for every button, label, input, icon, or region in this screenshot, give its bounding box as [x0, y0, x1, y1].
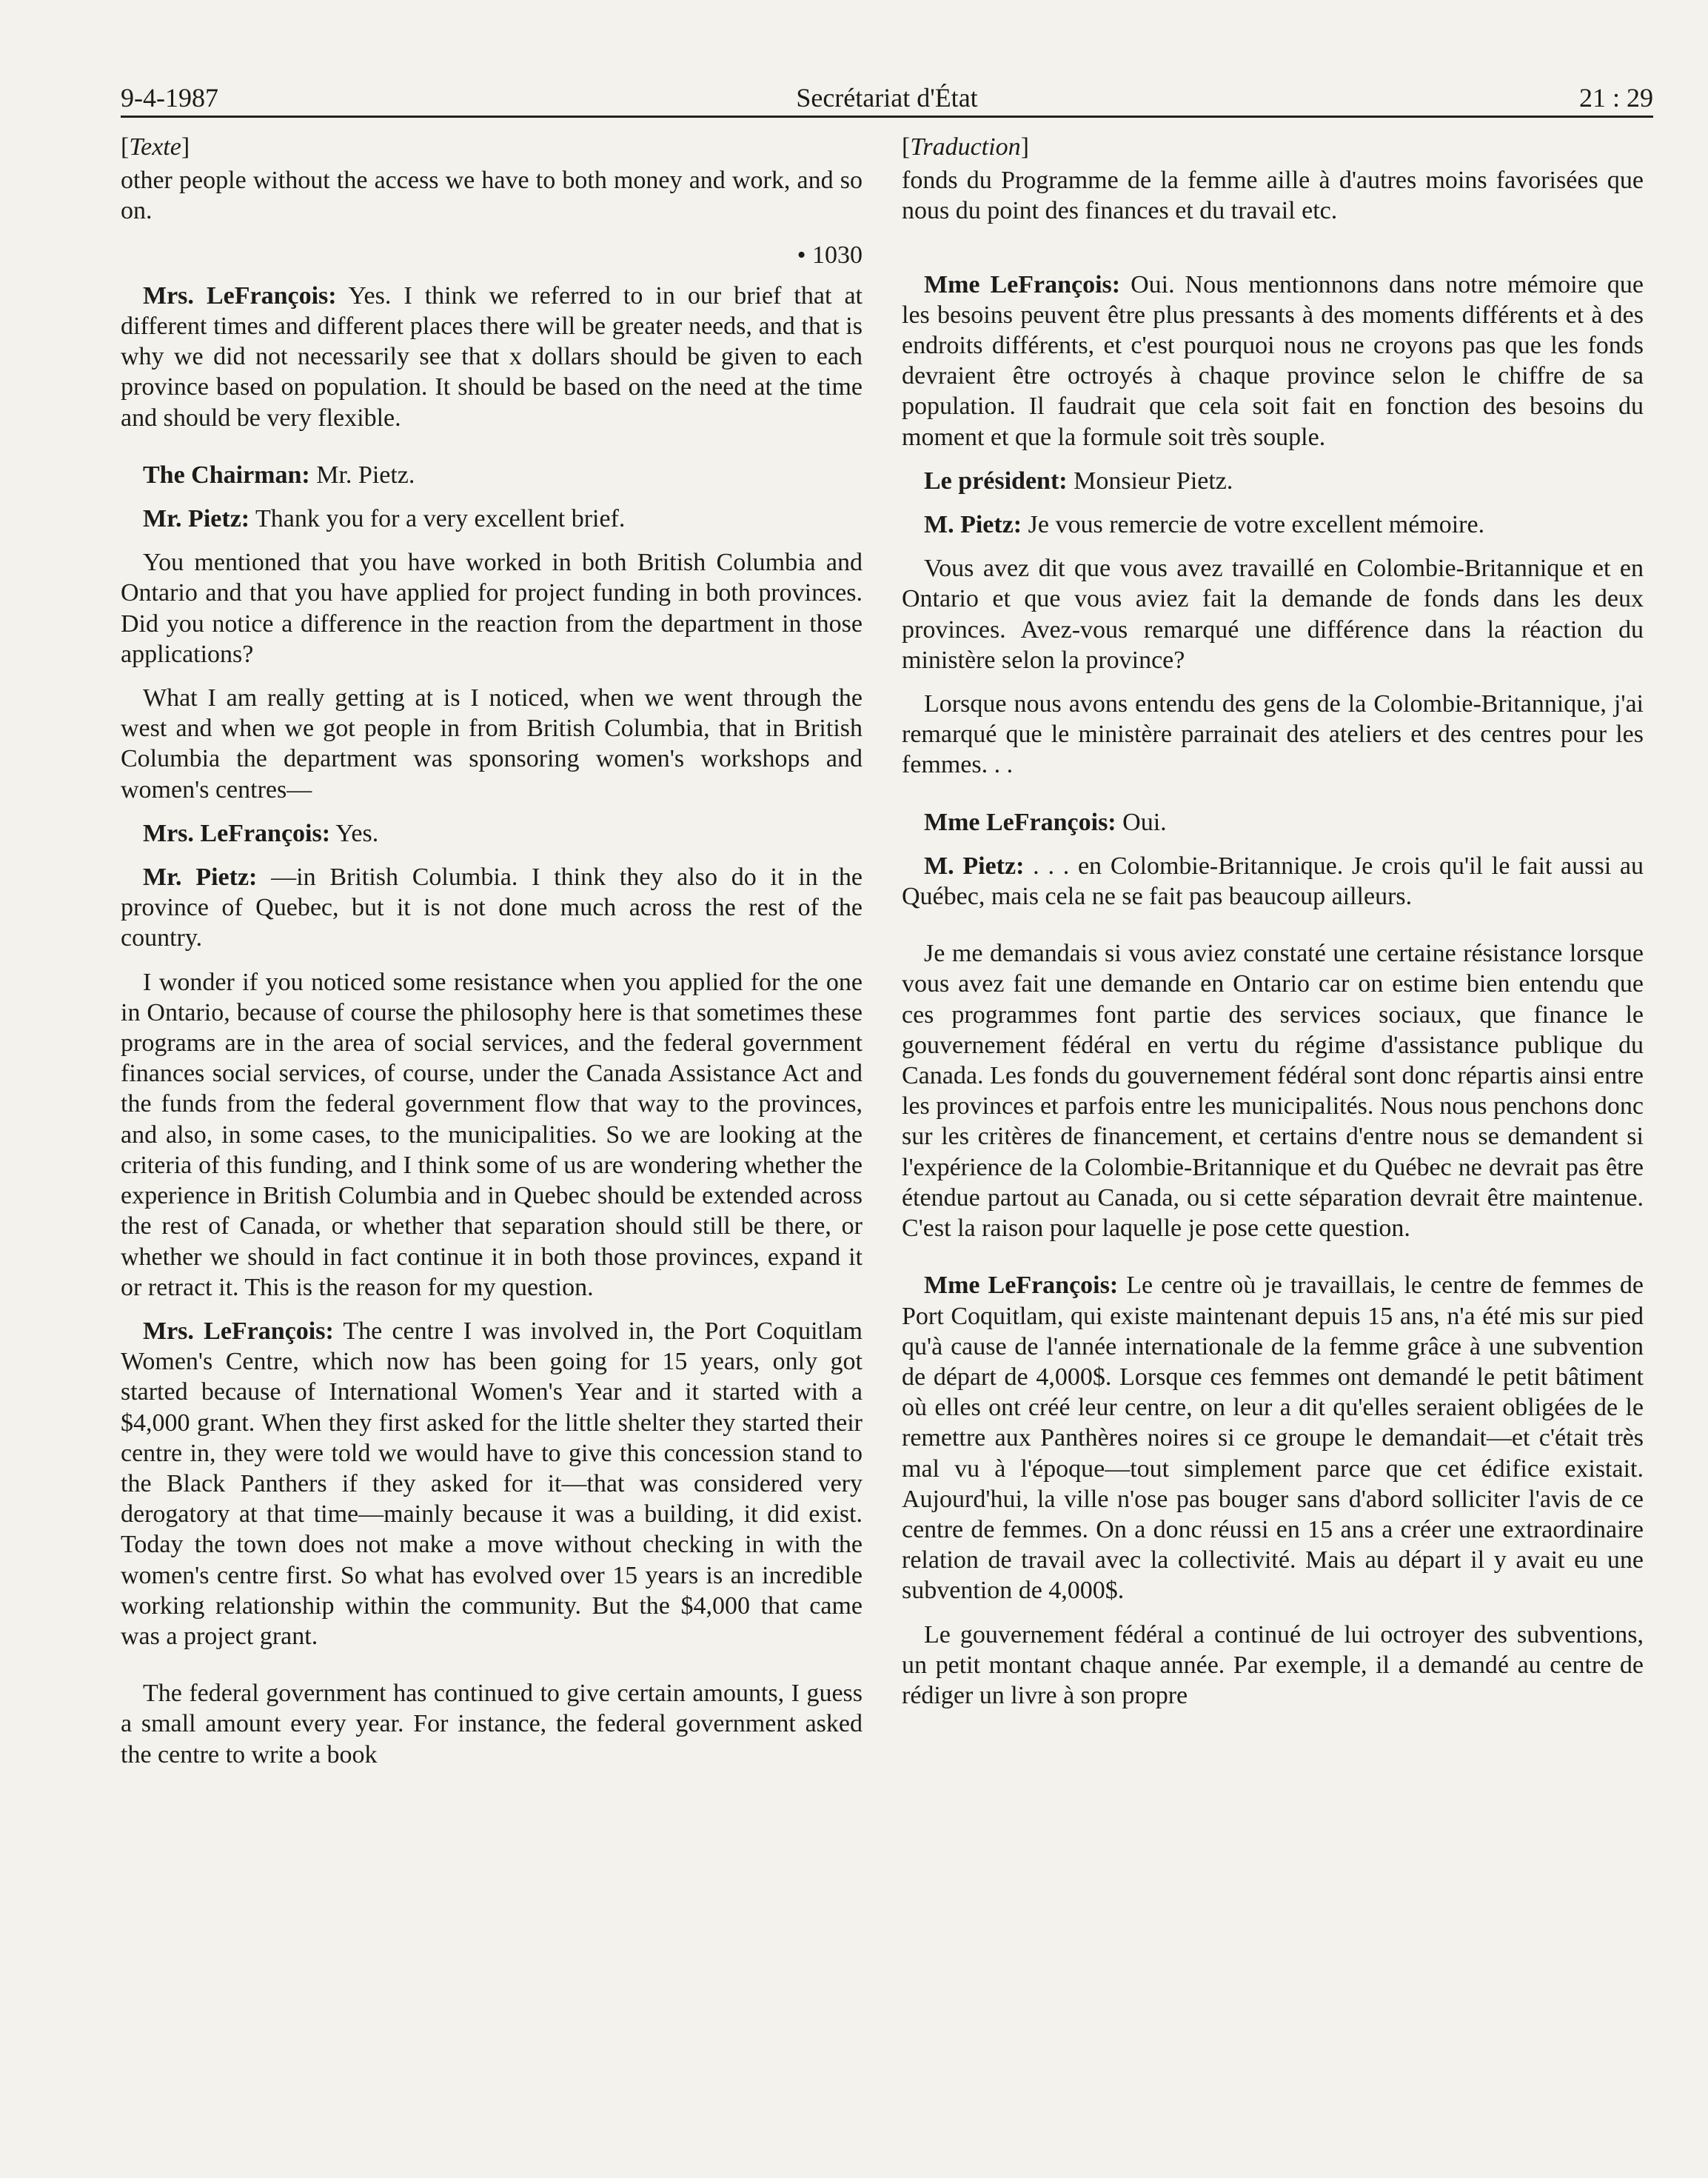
paragraph: I wonder if you noticed some resistance when you applied for the one in Ontario, because of course the philosophy here is that sometimes these programs are in the area of social services, and the federal government finances social services, of course, under the Canada Assistance Act and the funds from the federal government flow that way to the provinces, and also, in some cases, to the municipalities. So we are looking at the criteria of this funding, and I think some of us are wondering whether the experience in British Columbia and in Quebec should be extended across the rest of Canada, or whether that separation should still be there, or whether we should in fact continue it in both those provinces, expand it or retract it. This is the reason for my question.	[121, 968, 863, 1301]
speaker-name: Mme LeFrançois:	[924, 808, 1116, 836]
speaker-name: The Chairman:	[143, 461, 310, 489]
speaker-name: Mme LeFrançois:	[924, 1272, 1119, 1300]
continued-paragraph: other people without the access we have to both money and work, and so on.	[121, 167, 863, 225]
header-title: Secrétariat d'État	[796, 83, 978, 113]
header-date: 9-4-1987	[121, 83, 218, 113]
paragraph: Lorsque nous avons entendu des gens de la Colombie-Britannique, j'ai remarqué que le ministère parrainait des ateliers et des centres pour les femmes. . .	[902, 690, 1644, 779]
paragraph: Le gouvernement fédéral a continué de lui octroyer des subventions, un petit montant chaque année. Par exemple, il a demandé au centre de rédiger un livre à son propre	[902, 1620, 1644, 1709]
speaker-name: Mrs. LeFrançois:	[143, 281, 337, 310]
paragraph: Vous avez dit que vous avez travaillé en Colombie-Britannique et en Ontario et que vous aviez fait la demande de fonds dans les deux provinces. Avez-vous remarqué une différence dans la réaction du ministère selon la province?	[902, 555, 1644, 674]
speech-paragraph: M. Pietz: Je vous remercie de votre excellent mémoire.	[924, 511, 1485, 539]
speaker-name: Mrs. LeFrançois:	[143, 1317, 334, 1345]
speech-paragraph: The Chairman: Mr. Pietz.	[143, 461, 415, 489]
speech-paragraph: Mrs. LeFrançois: The centre I was involved in, the Port Coquitlam Women's Centre, which now has been going for 15 years, only got started because of International Women's Year and it started with a $4,000 grant. When they first asked for the little shelter they started their centre in, they were told we would have to give this concession stand to the Black Panthers if they asked for it—that was considered very derogatory at that time—mainly because it was a building, it did exist. Today the town does not make a move without checking in with the women's centre first. So what has evolved over 15 years is an incredible working relationship within the community. But the $4,000 that came was a project grant.	[121, 1317, 863, 1650]
header-page-number: 21 : 29	[1578, 83, 1653, 113]
speech-paragraph: Mme LeFrançois: Le centre où je travaillais, le centre de femmes de Port Coquitlam, qui existe maintenant depuis 15 ans, n'a été mis sur pied qu'à cause de l'année internationale de la femme grâce à une subvention de départ de 4,000$. Lorsque ces femmes ont demandé le petit bâtiment où elles ont créé leur centre, on leur a dit qu'elles seraient obligées de le remettre aux Panthères noires si ce groupe le demandait—et c'était très mal vu à l'époque—tout simplement parce que cet édifice existait. Aujourd'hui, la ville n'ose pas bouger sans d'abord solliciter l'avis de ce centre de femmes. On a donc réussi en 15 ans a créer une extraordinaire relation de travail avec la collectivité. Mais au départ il y avait eu une subvention de 4,000$.	[902, 1272, 1644, 1605]
time-marker: • 1030	[797, 241, 863, 269]
speaker-name: Mr. Pietz:	[143, 505, 250, 533]
speech-paragraph: Mrs. LeFrançois: Yes.	[143, 819, 379, 847]
speech-paragraph: Mrs. LeFrançois: Yes. I think we referred to in our brief that at different times and different places there will be greater needs, and that is why we did not necessarily see that x dollars should be given to each province based on population. It should be based on the need at the time and should be very flexible.	[121, 281, 863, 432]
speaker-name: Le président:	[924, 467, 1068, 495]
running-header	[121, 83, 1653, 118]
translation-tag: [Traduction]	[902, 133, 1029, 161]
paragraph: What I am really getting at is I noticed, when we went through the west and when we got people in from British Columbia, that in British Columbia the department was sponsoring women's workshops and women's centres—	[121, 684, 863, 804]
speech-paragraph: M. Pietz: . . . en Colombie-Britannique. Je crois qu'il le fait aussi au Québec, mais cela ne se fait pas beaucoup ailleurs.	[902, 852, 1644, 911]
speech-paragraph: Mme LeFrançois: Oui. Nous mentionnons dans notre mémoire que les besoins peuvent être plus pressants à des moments différents et à des endroits différents, et c'est pourquoi nous ne croyons pas que les fonds devraient être octroyés à chaque province selon le chiffre de sa population. Il faudrait que cela soit fait en fonction des besoins du moment et que la formule soit très souple.	[902, 270, 1644, 451]
french-column	[902, 132, 1644, 1724]
paragraph: Je me demandais si vous aviez constaté une certaine résistance lorsque vous avez fait une demande en Ontario car on estime bien entendu que ces programmes font partie des services sociaux, que finance le gouvernement fédéral en vertu du régime d'assistance publique du Canada. Les fonds du gouvernement fédéral sont donc répartis ainsi entre les provinces et parfois entre les municipalités. Nous nous penchons donc sur les critères de financement, et certains d'entre nous se demandent si l'expérience de la Colombie-Britannique et du Québec ne devrait pas être étendue partout au Canada, ou si cette séparation devrait être maintenue. C'est la raison pour laquelle je pose cette question.	[902, 940, 1644, 1243]
english-column	[121, 132, 863, 1783]
speech-paragraph: Mme LeFrançois: Oui.	[924, 808, 1167, 836]
paragraph: You mentioned that you have worked in both British Columbia and Ontario and that you have applied for project funding in both provinces. Did you notice a difference in the reaction from the department in those applications?	[121, 549, 863, 668]
speech-paragraph: Mr. Pietz: Thank you for a very excellent brief.	[143, 505, 626, 533]
speaker-name: Mr. Pietz:	[143, 863, 258, 892]
continued-paragraph: fonds du Programme de la femme aille à d'autres moins favorisées que nous du point des finances et du travail etc.	[902, 167, 1644, 225]
speaker-name: M. Pietz:	[924, 511, 1022, 539]
speaker-name: Mrs. LeFrançois:	[143, 819, 331, 847]
speaker-name: M. Pietz:	[924, 852, 1025, 880]
text-tag: [Texte]	[121, 133, 190, 161]
speaker-name: Mme LeFrançois:	[924, 270, 1121, 298]
speech-paragraph: Le président: Monsieur Pietz.	[924, 467, 1233, 495]
speech-paragraph: Mr. Pietz: —in British Columbia. I think they also do it in the province of Quebec, but it is not done much across the rest of the country.	[121, 863, 863, 952]
paragraph: The federal government has continued to give certain amounts, I guess a small amount every year. For instance, the federal government asked the centre to write a book	[121, 1680, 863, 1768]
